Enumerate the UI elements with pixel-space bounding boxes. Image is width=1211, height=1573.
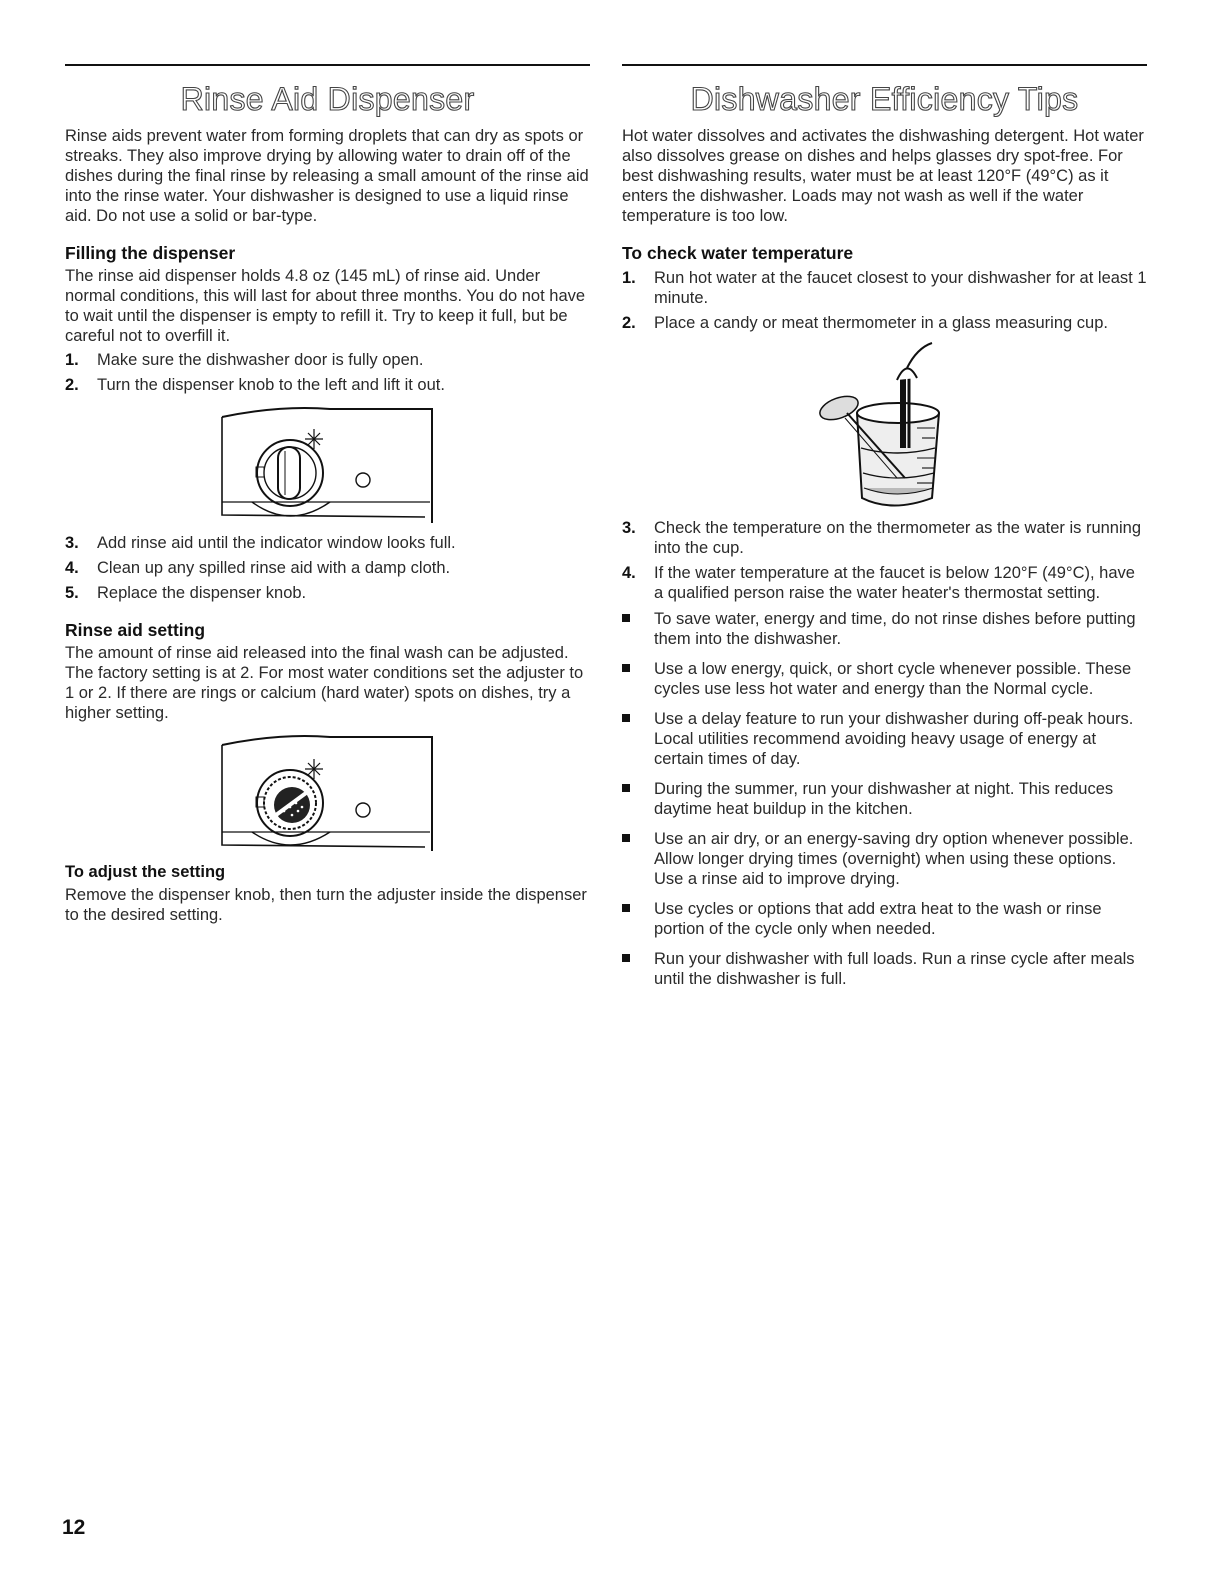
step-text: Turn the dispenser knob to the left and lift it out. [97, 376, 445, 394]
step-number: 5. [65, 584, 79, 602]
section-title: Rinse Aid Dispenser [180, 81, 475, 117]
list-item [622, 899, 1147, 939]
list-item [65, 558, 590, 578]
list-item [622, 518, 1147, 558]
step-text: If the water temperature at the faucet is below 120°F (49°C), have a qualified person raise the water heater's thermostat setting. [654, 564, 1135, 602]
check-steps-list-continued [622, 518, 1147, 603]
bullet-icon [622, 784, 630, 792]
bullet-icon [622, 954, 630, 962]
step-text: Add rinse aid until the indicator window looks full. [97, 534, 456, 552]
step-number: 4. [65, 559, 79, 577]
step-number: 2. [65, 376, 79, 394]
tip-text: Use a delay feature to run your dishwasher during off-peak hours. Local utilities recommend avoiding heavy usage of energy at certain times of day. [654, 710, 1134, 768]
list-item [65, 533, 590, 553]
section-rule [65, 64, 590, 66]
setting-paragraph: The amount of rinse aid released into the final wash can be adjusted. The factory setting is at 2. For most water conditions set the adjuster to 1 or 2. If there are rings or calcium (hard water) spots on dishes, try a higher setting. [65, 644, 584, 722]
tip-text: To save water, energy and time, do not rinse dishes before putting them into the dishwasher. [654, 610, 1136, 648]
list-item [622, 609, 1147, 649]
step-number: 3. [65, 534, 79, 552]
adjust-heading: To adjust the setting [65, 863, 226, 881]
bullet-icon [622, 834, 630, 842]
filling-heading: Filling the dispenser [65, 243, 236, 263]
list-item [65, 583, 590, 603]
section-title: Dishwasher Efficiency Tips [690, 81, 1079, 117]
tip-text: Use cycles or options that add extra heat to the wash or rinse portion of the cycle only when needed. [654, 900, 1102, 938]
rinse-aid-section [65, 64, 590, 925]
step-number: 4. [622, 564, 636, 582]
setting-heading: Rinse aid setting [65, 620, 206, 640]
list-item [622, 313, 1147, 333]
check-heading: To check water temperature [622, 243, 854, 263]
list-item [622, 829, 1147, 889]
step-number: 3. [622, 519, 636, 537]
efficiency-tips-section [622, 64, 1147, 999]
list-item [622, 268, 1147, 308]
adjuster-figure [65, 733, 590, 851]
tip-text: During the summer, run your dishwasher at night. This reduces daytime heat buildup in the kitchen. [654, 780, 1114, 818]
bullet-icon [622, 664, 630, 672]
filling-paragraph: The rinse aid dispenser holds 4.8 oz (145 mL) of rinse aid. Under normal conditions, this will last for about three months. You do not have to wait until the dispenser is empty to refill it. Try to keep it full, but be careful not to overfill it. [65, 267, 586, 345]
list-item [622, 563, 1147, 603]
intro-paragraph: Hot water dissolves and activates the dishwashing detergent. Hot water also dissolves grease on dishes and helps glasses dry spot-free. For best dishwashing results, water must be at least 120°F (49°C) as it enters the dishwasher. Loads may not wash as well if the water temperature is too low. [622, 127, 1144, 225]
tip-text: Use a low energy, quick, or short cycle whenever possible. These cycles use less hot water and energy than the Normal cycle. [654, 660, 1132, 698]
dispenser-knob-figure [65, 405, 590, 523]
thermometer-cup-illustration [817, 338, 977, 508]
tips-list [622, 609, 1147, 989]
dispenser-illustration [220, 405, 435, 523]
step-text: Clean up any spilled rinse aid with a damp cloth. [97, 559, 451, 577]
list-item [622, 949, 1147, 989]
thermometer-figure [622, 338, 1147, 508]
check-steps-list [622, 268, 1147, 333]
step-number: 1. [65, 351, 79, 369]
page-number: 12 [62, 1516, 86, 1539]
step-number: 2. [622, 314, 636, 332]
filling-steps-list-continued [65, 533, 590, 603]
section-rule [622, 64, 1147, 66]
filling-steps-list [65, 350, 590, 395]
adjuster-illustration [220, 733, 435, 851]
list-item [622, 659, 1147, 699]
bullet-icon [622, 614, 630, 622]
step-text: Place a candy or meat thermometer in a glass measuring cup. [654, 314, 1108, 332]
step-text: Make sure the dishwasher door is fully open. [97, 351, 424, 369]
step-text: Run hot water at the faucet closest to your dishwasher for at least 1 minute. [654, 269, 1147, 307]
step-text: Replace the dispenser knob. [97, 584, 307, 602]
step-number: 1. [622, 269, 636, 287]
bullet-icon [622, 714, 630, 722]
list-item [65, 350, 590, 370]
bullet-icon [622, 904, 630, 912]
step-text: Check the temperature on the thermometer as the water is running into the cup. [654, 519, 1141, 557]
tip-text: Run your dishwasher with full loads. Run a rinse cycle after meals until the dishwasher is full. [654, 950, 1135, 988]
tip-text: Use an air dry, or an energy-saving dry option whenever possible. Allow longer drying times (overnight) when using these options. Use a rinse aid to improve drying. [654, 830, 1134, 888]
intro-paragraph: Rinse aids prevent water from forming droplets that can dry as spots or streaks. They also improve drying by allowing water to drain off of the dishes during the final rinse by releasing a small amount of the rinse aid into the rinse water. Your dishwasher is designed to use a liquid rinse aid. Do not use a solid or bar-type. [65, 127, 589, 225]
list-item [622, 709, 1147, 769]
list-item [622, 779, 1147, 819]
list-item [65, 375, 590, 395]
adjust-paragraph: Remove the dispenser knob, then turn the adjuster inside the dispenser to the desired setting. [65, 886, 587, 924]
